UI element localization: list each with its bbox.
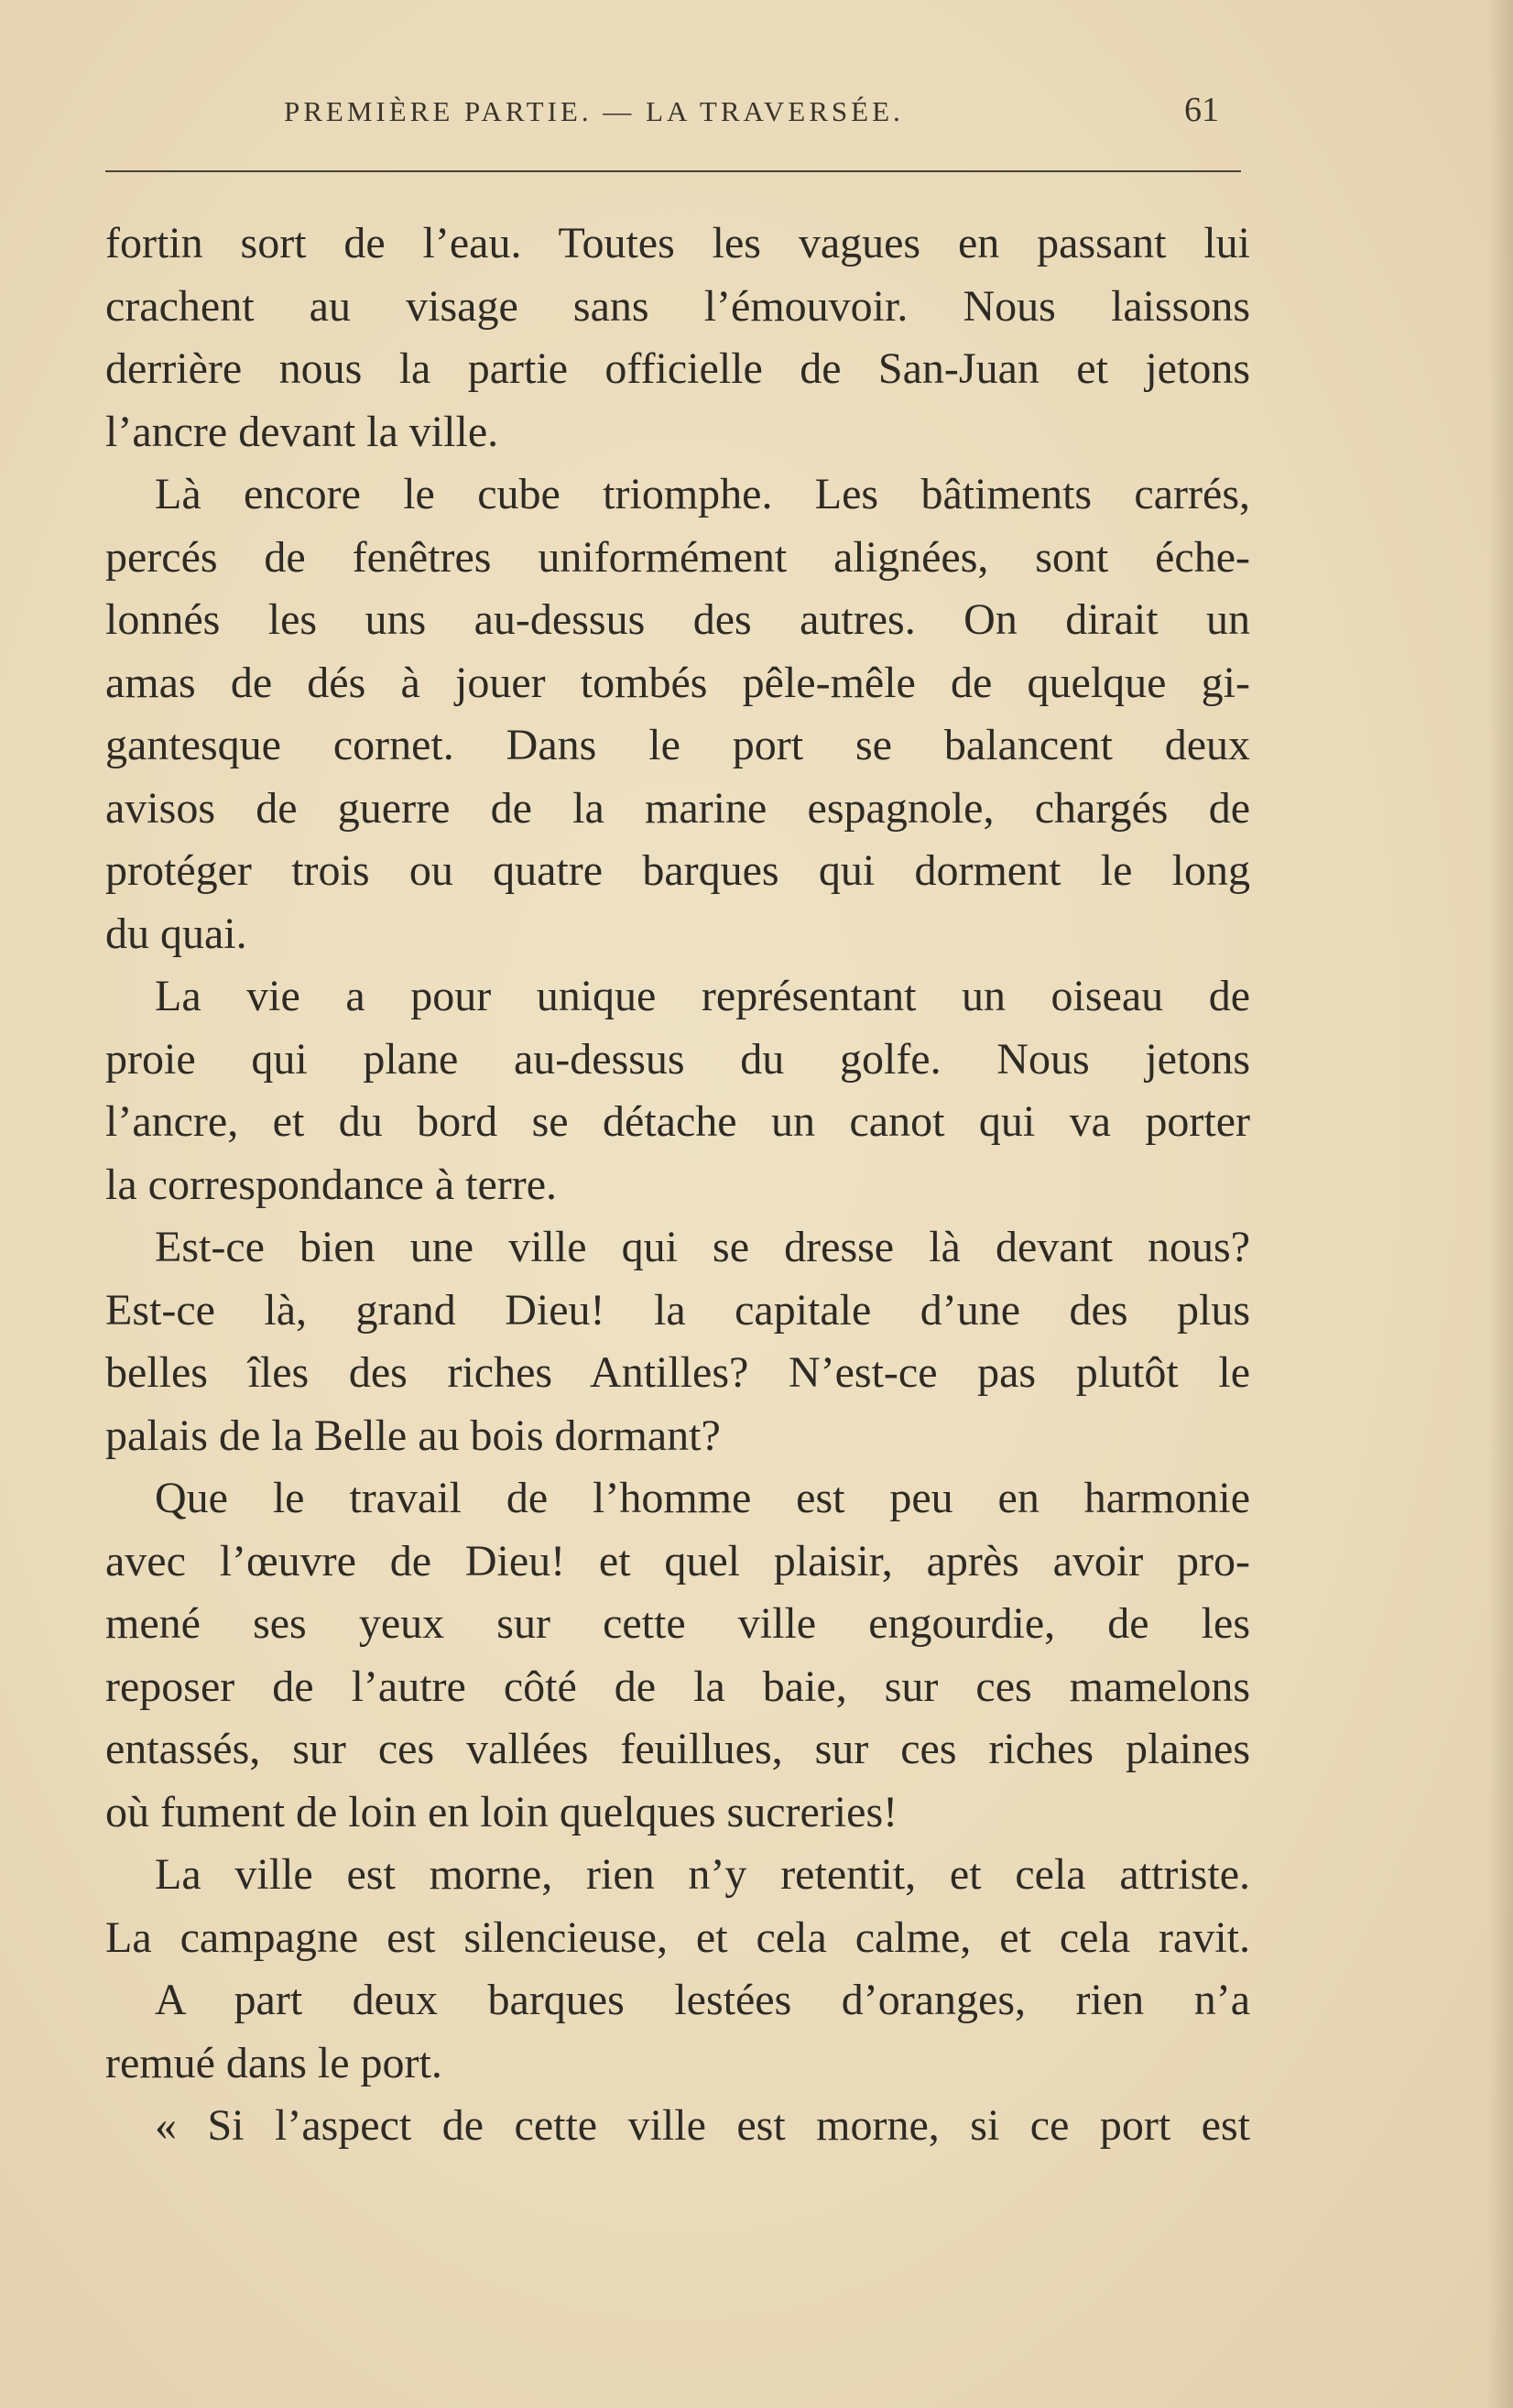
text-line: avec l’œuvre de Dieu! et quel plaisir, après avoir pro- xyxy=(105,1536,1250,1585)
text-line: amas de dés à jouer tombés pêle-mêle de quelque gi- xyxy=(105,658,1250,707)
header-rule xyxy=(105,170,1241,172)
text-line: palais de la Belle au bois dormant? xyxy=(105,1411,721,1460)
running-title: PREMIÈRE PARTIE. — LA TRAVERSÉE. xyxy=(284,95,904,127)
text-line: reposer de l’autre côté de la baie, sur ces mamelons xyxy=(105,1662,1250,1711)
text-line: Est-ce bien une ville qui se dresse là devant nous? xyxy=(155,1223,1250,1271)
text-line: la correspondance à terre. xyxy=(105,1160,558,1209)
text-line: avisos de guerre de la marine espagnole, chargés de xyxy=(105,783,1250,833)
text-line: crachent au visage sans l’émouvoir. Nous laissons xyxy=(105,281,1250,331)
text-line: l’ancre devant la ville. xyxy=(105,407,499,456)
page-number: 61 xyxy=(1184,91,1219,129)
text-line: « Si l’aspect de cette ville est morne, si ce port est xyxy=(155,2101,1250,2150)
text-line: La vie a pour unique représentant un oiseau de xyxy=(155,972,1250,1020)
text-line: Là encore le cube triomphe. Les bâtiments carrés, xyxy=(155,470,1250,518)
text-line: du quai. xyxy=(105,909,247,958)
text-line: fortin sort de l’eau. Toutes les vagues en passant lui xyxy=(105,219,1250,267)
text-line: percés de fenêtres uniformément alignées, sont éche- xyxy=(105,532,1250,582)
text-line: l’ancre, et du bord se détache un canot qui va porter xyxy=(105,1097,1250,1146)
text-line: remué dans le port. xyxy=(105,2038,442,2087)
body-text xyxy=(105,212,1250,2158)
text-line: protéger trois ou quatre barques qui dorment le long xyxy=(105,846,1250,895)
text-line: derrière nous la partie officielle de San-Juan et jetons xyxy=(105,344,1250,393)
text-line: proie qui plane au-dessus du golfe. Nous jetons xyxy=(105,1034,1250,1084)
page-edge-shadow xyxy=(1487,0,1513,2408)
text-line: lonnés les uns au-dessus des autres. On dirait un xyxy=(105,595,1250,644)
text-line: belles îles des riches Antilles? N’est-ce pas plutôt le xyxy=(105,1348,1250,1397)
text-line: Est-ce là, grand Dieu! la capitale d’une des plus xyxy=(105,1285,1250,1335)
text-line: Que le travail de l’homme est peu en harmonie xyxy=(155,1474,1250,1522)
text-line: La ville est morne, rien n’y retentit, et cela attriste. xyxy=(155,1850,1250,1899)
page-header xyxy=(105,90,1250,154)
text-line: où fument de loin en loin quelques sucreries! xyxy=(105,1787,898,1836)
text-line: A part deux barques lestées d’oranges, rien n’a xyxy=(155,1976,1250,2024)
text-line: La campagne est silencieuse, et cela calme, et cela ravit. xyxy=(105,1912,1250,1962)
text-line: mené ses yeux sur cette ville engourdie, de les xyxy=(105,1599,1250,1648)
text-line: entassés, sur ces vallées feuillues, sur ces riches plaines xyxy=(105,1725,1250,1773)
text-line: gantesque cornet. Dans le port se balancent deux xyxy=(105,721,1250,769)
